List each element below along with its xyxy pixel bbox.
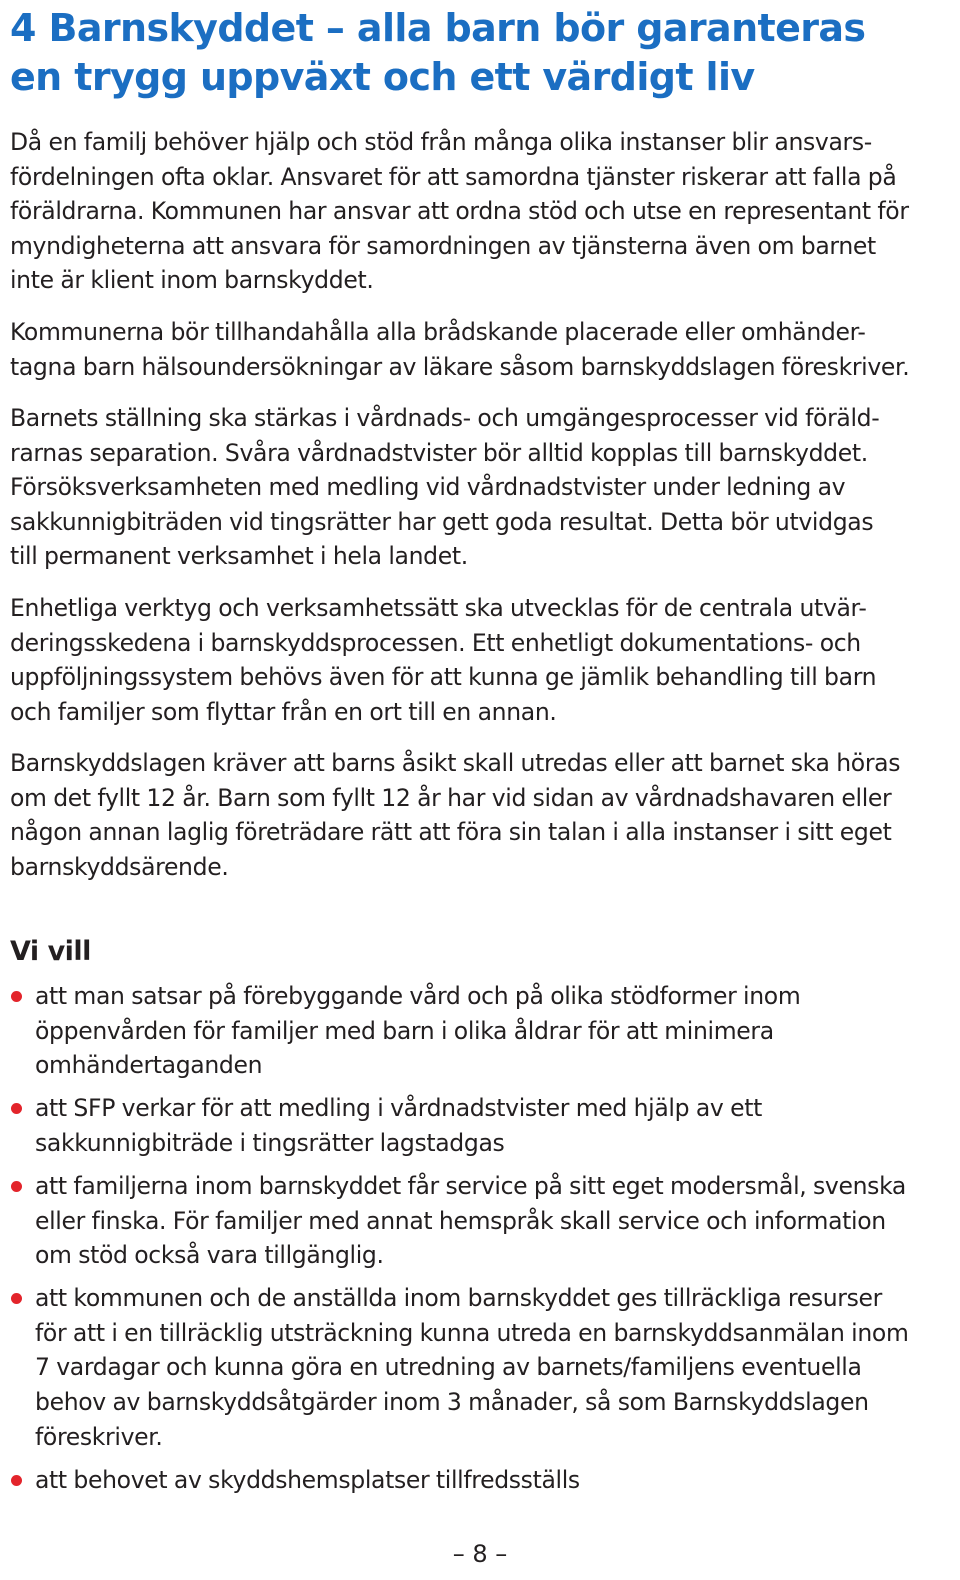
bullet-line: sakkunnigbiträde i tingsrätter lagstadgas <box>35 1128 505 1157</box>
paragraph-line: rarnas separation. Svåra vårdnadstvister bör alltid kopplas till barnskyddet. <box>10 438 868 467</box>
vivill-heading: Vi vill <box>10 936 91 967</box>
bullet-line: att kommunen och de anställda inom barnskyddet ges tillräckliga resurser <box>35 1284 882 1313</box>
paragraph-line: fördelningen ofta oklar. Ansvaret för att samordna tjänster riskerar att falla på <box>10 162 897 191</box>
heading-line: 4 Barnskyddet – alla barn bör garanteras <box>10 6 866 50</box>
paragraph-line: föräldrarna. Kommunen har ansvar att ordna stöd och utse en representant för <box>10 197 909 226</box>
bullet-line: att SFP verkar för att medling i vårdnadstvister med hjälp av ett <box>35 1094 762 1123</box>
bullet-line: för att i en tillräcklig utsträckning kunna utreda en barnskyddsanmälan inom <box>35 1318 909 1347</box>
paragraph-line: Försöksverksamheten med medling vid vårdnadstvister under ledning av <box>10 473 846 502</box>
bullet-line: att behovet av skyddshemsplatser tillfredsställs <box>35 1465 580 1494</box>
paragraph-line: inte är klient inom barnskyddet. <box>10 266 374 295</box>
bullet-line: omhändertaganden <box>35 1051 263 1080</box>
paragraph-line: någon annan laglig företrädare rätt att föra sin talan i alla instanser i sitt eget <box>10 818 892 847</box>
paragraph-coordination <box>10 125 955 298</box>
page-heading <box>10 4 950 102</box>
paragraph-health-checks <box>10 315 955 384</box>
paragraph-line: sakkunnigbiträden vid tingsrätter har gett goda resultat. Detta bör utvidgas <box>10 507 874 536</box>
bullet-dot-icon <box>11 1475 22 1486</box>
paragraph-line: barnskyddsärende. <box>10 852 229 881</box>
paragraph-line: Barnskyddslagen kräver att barns åsikt skall utredas eller att barnet ska höras <box>10 749 901 777</box>
paragraph-line: deringsskedena i barnskyddsprocessen. Ett enhetligt dokumentations- och <box>10 628 861 657</box>
bullet-dot-icon <box>11 991 22 1002</box>
bullet-line: eller finska. För familjer med annat hemspråk skall service och information <box>35 1206 886 1235</box>
bullet-line: föreskriver. <box>35 1422 163 1451</box>
paragraph-line: Då en familj behöver hjälp och stöd från många olika instanser blir ansvars- <box>10 128 872 156</box>
bullet-line: 7 vardagar och kunna göra en utredning av barnets/familjens eventuella <box>35 1353 862 1382</box>
bullet-dot-icon <box>11 1293 22 1304</box>
paragraph-line: om det fyllt 12 år. Barn som fyllt 12 år har vid sidan av vårdnadshavaren eller <box>10 783 892 812</box>
paragraph-line: Kommunerna bör tillhandahålla alla brådskande placerade eller omhänder- <box>10 318 866 346</box>
bullet-line: om stöd också vara tillgänglig. <box>35 1241 384 1270</box>
bullet-line: att familjerna inom barnskyddet får service på sitt eget modersmål, svenska <box>35 1171 906 1200</box>
paragraph-line: myndigheterna att ansvara för samordningen av tjänsterna även om barnet <box>10 231 876 260</box>
bullet-item <box>10 1091 955 1160</box>
page-number: – 8 – <box>452 1540 508 1568</box>
paragraph-line: och familjer som flyttar från en ort till en annan. <box>10 697 557 726</box>
vivill-bullet-list <box>10 979 955 1506</box>
bullet-line: öppenvården för familjer med barn i olika åldrar för att minimera <box>35 1016 774 1045</box>
bullet-dot-icon <box>11 1181 22 1192</box>
bullet-item <box>10 1463 955 1498</box>
paragraph-child-opinion <box>10 746 955 884</box>
paragraph-line: till permanent verksamhet i hela landet. <box>10 542 468 571</box>
paragraph-line: uppföljningssystem behövs även för att kunna ge jämlik behandling till barn <box>10 663 877 692</box>
bullet-line: att man satsar på förebyggande vård och på olika stödformer inom <box>35 982 801 1010</box>
bullet-item <box>10 979 955 1083</box>
paragraph-line: tagna barn hälsoundersökningar av läkare såsom barnskyddslagen föreskriver. <box>10 352 910 381</box>
bullet-line: behov av barnskyddsåtgärder inom 3 månader, så som Barnskyddslagen <box>35 1388 869 1417</box>
paragraph-line: Enhetliga verktyg och verksamhetssätt ska utvecklas för de centrala utvär- <box>10 594 867 622</box>
paragraph-line: Barnets ställning ska stärkas i vårdnads- och umgängesprocesser vid föräld- <box>10 404 880 432</box>
bullet-dot-icon <box>11 1103 22 1114</box>
paragraph-tools <box>10 591 955 729</box>
paragraph-custody <box>10 401 955 574</box>
heading-line: en trygg uppväxt och ett värdigt liv <box>10 55 755 99</box>
bullet-item <box>10 1281 955 1454</box>
bullet-item <box>10 1169 955 1273</box>
